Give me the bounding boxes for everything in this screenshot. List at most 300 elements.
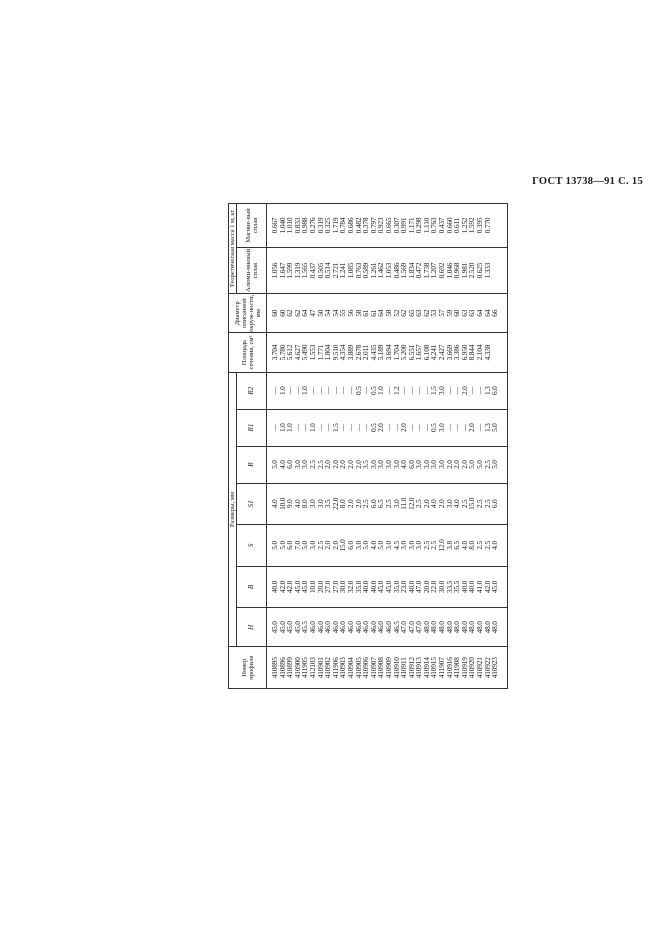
- table-cell: 1.2: [391, 386, 401, 395]
- table-cell: 45.0: [277, 621, 287, 634]
- table-cell: 1.462: [376, 262, 386, 279]
- table-cell: 3.0: [391, 499, 401, 509]
- table-cell: 410916: [444, 657, 454, 679]
- r2-cells: [267, 372, 508, 409]
- table-cell: 0.763: [429, 217, 439, 234]
- sizes-group-header: Размеры, мм: [229, 372, 237, 647]
- col-s1-header: S1: [237, 483, 267, 525]
- table-cell: 0.665: [383, 217, 393, 234]
- table-cell: 0.923: [376, 217, 386, 234]
- table-cell: 5.189: [376, 344, 386, 361]
- table-cell: 4.241: [429, 344, 439, 361]
- table-cell: 64: [482, 309, 492, 317]
- table-cell: 1.040: [277, 217, 287, 234]
- table-cell: 40.0: [368, 580, 378, 593]
- table-cell: 45.0: [376, 580, 386, 593]
- table-cell: 45.0: [383, 580, 393, 593]
- table-cell: 4.0: [490, 541, 500, 550]
- table-cell: 6.0: [285, 541, 295, 550]
- table-cell: 0.667: [270, 217, 279, 234]
- table-cell: 6.0: [490, 386, 500, 395]
- table-cell: 58: [383, 309, 393, 317]
- table-cell: 2.0: [421, 499, 431, 509]
- table-cell: 2.0: [437, 499, 447, 509]
- table-cell: 35.5: [452, 580, 462, 593]
- table-cell: 410919: [459, 657, 469, 679]
- table-cell: 1.010: [285, 217, 295, 234]
- table-cell: 410895: [270, 657, 279, 679]
- col-s-header: S: [237, 525, 267, 567]
- table-cell: —: [475, 387, 485, 395]
- table-cell: 22.0: [429, 580, 439, 593]
- table-cell: —: [391, 424, 401, 432]
- table-cell: 47: [307, 309, 317, 317]
- table-cell: 0.486: [391, 262, 401, 279]
- table-cell: —: [353, 424, 363, 432]
- table-cell: 1.599: [285, 262, 295, 279]
- table-cell: 59: [444, 309, 454, 317]
- table-cell: 0.589: [361, 262, 371, 279]
- table-cell: —: [399, 387, 409, 395]
- table-cell: —: [307, 387, 317, 395]
- table-cell: 6.0: [490, 499, 500, 509]
- table-cell: 46.0: [376, 621, 386, 634]
- table-cell: 62: [421, 309, 431, 317]
- h-cells: [267, 608, 508, 647]
- table-cell: 46.0: [315, 621, 325, 634]
- table-cell: 4.0: [452, 499, 462, 509]
- table-cell: 3.0: [300, 460, 310, 469]
- table-cell: 0.325: [323, 217, 333, 234]
- table-cell: 10.0: [307, 580, 317, 593]
- table-cell: 47.0: [399, 621, 409, 634]
- table-cell: 5.0: [490, 460, 500, 469]
- table-cell: 0.968: [452, 262, 462, 279]
- table-cell: 1.110: [421, 217, 431, 234]
- table-cell: 3.0: [315, 499, 325, 509]
- profile-table: [228, 203, 508, 689]
- table-cell: 46.0: [338, 621, 348, 634]
- table-cell: 3.8: [444, 541, 454, 550]
- table-cell: 61: [368, 309, 378, 317]
- table-cell: —: [459, 424, 469, 432]
- table-cell: 5.0: [376, 541, 386, 550]
- table-cell: 2.5: [482, 541, 492, 550]
- table-cell: 0.991: [399, 217, 409, 234]
- table-cell: 54: [330, 309, 340, 317]
- table-cell: —: [361, 387, 371, 395]
- table-cell: 40.0: [459, 580, 469, 593]
- b-cells: [267, 566, 508, 608]
- table-cell: 2.0: [459, 386, 469, 395]
- table-cell: —: [361, 424, 371, 432]
- table-cell: 2.011: [361, 344, 371, 361]
- table-cell: 0.625: [475, 262, 485, 279]
- table-cell: 3.0: [391, 460, 401, 469]
- table-cell: 1.981: [459, 262, 469, 279]
- table-cell: —: [345, 387, 355, 395]
- table-cell: 2.5: [475, 541, 485, 550]
- table-cell: 9.510: [330, 344, 340, 361]
- table-cell: 5.0: [270, 460, 279, 469]
- table-cell: 4.0: [429, 499, 439, 509]
- table-cell: 57: [437, 309, 447, 317]
- table-cell: 2.5: [361, 499, 371, 509]
- table-cell: 411907: [437, 657, 447, 679]
- table-cell: —: [292, 387, 302, 395]
- table-cell: 45.0: [292, 621, 302, 634]
- table-cell: 63: [414, 309, 424, 317]
- table-cell: 48.0: [437, 621, 447, 634]
- table-cell: 0.784: [338, 217, 348, 234]
- table-cell: 64: [376, 309, 386, 317]
- table-cell: 410900: [292, 657, 302, 679]
- table-cell: 41.0: [475, 580, 485, 593]
- col-b-header: B: [237, 566, 267, 608]
- table-cell: 0.482: [353, 217, 363, 234]
- table-cell: 1.569: [399, 262, 409, 279]
- table-cell: 2.0: [399, 423, 409, 432]
- table-cell: 42.0: [285, 580, 295, 593]
- table-cell: —: [315, 387, 325, 395]
- table-cell: 2.0: [353, 460, 363, 469]
- table-cell: 6.0: [345, 541, 355, 550]
- table-cell: 48.0: [490, 621, 500, 634]
- table-cell: 64: [300, 309, 310, 317]
- table-cell: 48.0: [452, 621, 462, 634]
- table-cell: 3.0: [437, 460, 447, 469]
- table-cell: 2.5: [429, 541, 439, 550]
- table-cell: 410905: [353, 657, 363, 679]
- table-cell: 58: [353, 309, 363, 317]
- table-cell: [491, 204, 499, 247]
- table-cell: —: [406, 387, 416, 395]
- table-cell: 40.0: [270, 580, 279, 593]
- table-cell: 410909: [383, 657, 393, 679]
- col-h-header: H: [237, 608, 267, 647]
- table-cell: 1.0: [307, 423, 317, 432]
- table-cell: 61: [361, 309, 371, 317]
- table-cell: 8.0: [467, 541, 477, 550]
- table-cell: 2.5: [475, 499, 485, 509]
- table-cell: 3.386: [452, 344, 462, 361]
- table-cell: 2.427: [437, 344, 447, 361]
- table-cell: —: [383, 424, 393, 432]
- table-cell: 20.0: [315, 580, 325, 593]
- table-cell: [491, 333, 499, 371]
- table-cell: 3.5: [361, 460, 371, 469]
- table-cell: 1.3: [482, 423, 492, 432]
- table-cell: 2.0: [338, 460, 348, 469]
- table-cell: 1.553: [307, 344, 317, 361]
- table-cell: 66: [490, 309, 500, 317]
- table-cell: 2.5: [315, 460, 325, 469]
- table-cell: 2.5: [482, 499, 492, 509]
- table-cell: —: [315, 424, 325, 432]
- table-cell: —: [270, 387, 279, 395]
- table-cell: 4.0: [270, 499, 279, 509]
- col-r-header: R: [237, 446, 267, 483]
- table-cell: 45.0: [285, 621, 295, 634]
- table-cell: 27.0: [323, 580, 333, 593]
- table-cell: 1.261: [368, 262, 378, 279]
- table-cell: 410915: [429, 657, 439, 679]
- table-cell: 5.490: [300, 344, 310, 361]
- table-cell: 3.0: [406, 541, 416, 550]
- table-cell: 5.200: [399, 344, 409, 361]
- table-cell: 1.5: [429, 386, 439, 395]
- table-cell: —: [300, 424, 310, 432]
- table-cell: 46.0: [361, 621, 371, 634]
- table-cell: 411905: [300, 657, 310, 679]
- table-cell: 27.0: [330, 580, 340, 593]
- table-cell: 1.0: [277, 386, 287, 395]
- table-cell: 48.0: [482, 621, 492, 634]
- table-cell: 1.657: [414, 344, 424, 361]
- table-cell: 40.0: [361, 580, 371, 593]
- table-cell: 410899: [285, 657, 295, 679]
- table-cell: 55: [338, 309, 348, 317]
- table-cell: 15.0: [338, 539, 348, 552]
- table-cell: 45.0: [300, 580, 310, 593]
- table-cell: 1.0: [376, 386, 386, 395]
- table-cell: 47.0: [414, 580, 424, 593]
- table-cell: 2.0: [330, 460, 340, 469]
- table-cell: 4.0: [277, 460, 287, 469]
- table-cell: 12.0: [437, 539, 447, 552]
- table-cell: 0.514: [323, 262, 333, 279]
- table-cell: 46.0: [330, 621, 340, 634]
- table-cell: 48.0: [467, 621, 477, 634]
- table-cell: 60: [270, 309, 279, 317]
- col-mg-header: Магние-вый сплав: [237, 204, 267, 248]
- table-cell: 412103: [307, 657, 317, 679]
- table-cell: 0.472: [414, 262, 424, 279]
- table-cell: 48.0: [459, 621, 469, 634]
- table-cell: 3.0: [444, 499, 454, 509]
- table-cell: 62: [292, 309, 302, 317]
- table-cell: 11.0: [399, 497, 409, 510]
- table-cell: 48.0: [475, 621, 485, 634]
- table-cell: 1.5: [330, 423, 340, 432]
- table-cell: 410921: [475, 657, 485, 679]
- table-cell: 2.5: [482, 460, 492, 469]
- table-cell: 2.0: [330, 541, 340, 550]
- table-cell: 22.0: [330, 497, 340, 510]
- col-profile-header: Номер профиля: [229, 647, 267, 689]
- table-cell: 2.0: [459, 460, 469, 469]
- table-cell: 1.171: [406, 217, 416, 234]
- table-cell: 3.0: [429, 460, 439, 469]
- table-cell: 4.0: [459, 541, 469, 550]
- table-cell: 46.5: [391, 621, 401, 634]
- table-cell: —: [444, 424, 454, 432]
- table-cell: 1.056: [270, 262, 279, 279]
- table-cell: 410912: [406, 657, 416, 679]
- table-cell: 5.0: [277, 541, 287, 550]
- r-cells: [267, 446, 508, 483]
- table-cell: 48.0: [429, 621, 439, 634]
- table-cell: 1.053: [383, 262, 393, 279]
- table-cell: 3.0: [414, 460, 424, 469]
- table-cell: 4.338: [482, 344, 492, 361]
- table-cell: 46.0: [353, 621, 363, 634]
- table-cell: —: [383, 387, 393, 395]
- table-cell: 48.0: [444, 621, 454, 634]
- table-cell: 35.0: [391, 580, 401, 593]
- table-cell: 1.252: [459, 217, 469, 234]
- table-cell: 15.0: [467, 497, 477, 510]
- table-cell: 3.0: [368, 460, 378, 469]
- table-cell: 0.276: [307, 217, 317, 234]
- table-cell: 60: [277, 309, 287, 317]
- table-cell: 6.950: [459, 344, 469, 361]
- table-cell: 2.0: [323, 460, 333, 469]
- table-cell: 3.0: [383, 541, 393, 550]
- table-cell: 47.0: [414, 621, 424, 634]
- table-cell: 410904: [345, 657, 355, 679]
- table-cell: 0.686: [345, 217, 355, 234]
- table-cell: 35.0: [353, 580, 363, 593]
- table-cell: 46.0: [307, 621, 317, 634]
- table-cell: 42.0: [277, 580, 287, 593]
- table-cell: 5.0: [270, 541, 279, 550]
- table-cell: 2.0: [452, 460, 462, 469]
- table-cell: 3.0: [292, 460, 302, 469]
- table-cell: 1.719: [330, 217, 340, 234]
- table-cell: 8.0: [338, 499, 348, 509]
- table-cell: 46.0: [323, 621, 333, 634]
- table-cell: 1.647: [277, 262, 287, 279]
- table-cell: 1.319: [292, 262, 302, 279]
- table-cell: 1.834: [406, 262, 416, 279]
- table-cell: 0.692: [437, 262, 447, 279]
- table-cell: 4.627: [292, 344, 302, 361]
- col-al-header: Алюми-ниевый сплав: [237, 247, 267, 293]
- table-cell: 62: [399, 309, 409, 317]
- table-cell: 20.0: [421, 580, 431, 593]
- table-cell: 1.0: [285, 423, 295, 432]
- al-cells: [267, 247, 508, 293]
- table-cell: 5.0: [361, 541, 371, 550]
- table-cell: 3.0: [421, 460, 431, 469]
- table-cell: 410901: [315, 657, 325, 679]
- table-cell: 45.0: [292, 580, 302, 593]
- s1-cells: [267, 483, 508, 525]
- table-cell: 0.437: [437, 217, 447, 234]
- table-cell: 0.988: [300, 217, 310, 234]
- table-cell: 6.108: [421, 344, 431, 361]
- table-cell: 1.241: [338, 262, 348, 279]
- table-cell: 53: [429, 309, 439, 317]
- table-cell: 0.319: [315, 217, 325, 234]
- table-cell: —: [475, 424, 485, 432]
- table-cell: 0.763: [353, 262, 363, 279]
- table-cell: 3.704: [270, 344, 279, 361]
- table-cell: 30.0: [437, 580, 447, 593]
- table-cell: 3.0: [376, 460, 386, 469]
- table-cell: 54: [323, 309, 333, 317]
- table-cell: 0.5: [353, 386, 363, 395]
- table-cell: 0.395: [475, 217, 485, 234]
- table-cell: 2.0: [467, 423, 477, 432]
- s-cells: [267, 525, 508, 567]
- table-cell: 1.3: [482, 386, 492, 395]
- table-cell: 8.0: [300, 499, 310, 509]
- table-cell: 42.0: [482, 580, 492, 593]
- table-cell: 3.669: [444, 344, 454, 361]
- table-cell: 0.5: [429, 423, 439, 432]
- table-cell: 2.520: [467, 262, 477, 279]
- table-cell: 23.0: [399, 580, 409, 593]
- table-cell: 2.721: [330, 262, 340, 279]
- table-cell: 40.0: [406, 580, 416, 593]
- table-cell: 1.046: [444, 262, 454, 279]
- table-cell: 2.0: [376, 423, 386, 432]
- table-cell: [491, 248, 499, 293]
- table-cell: 0.505: [315, 262, 325, 279]
- table-cell: 2.5: [421, 541, 431, 550]
- col-r1-header: R1: [237, 409, 267, 446]
- table-cell: —: [414, 424, 424, 432]
- table-cell: 0.797: [368, 217, 378, 234]
- profile-table-container: [228, 203, 508, 689]
- table-cell: 0.770: [482, 217, 492, 234]
- table-cell: 3.0: [437, 386, 447, 395]
- table-cell: 3.0: [399, 541, 409, 550]
- table-cell: 4.0: [399, 460, 409, 469]
- table-cell: 410908: [376, 657, 386, 679]
- table-cell: —: [444, 387, 454, 395]
- table-cell: 2.5: [315, 541, 325, 550]
- page-header: ГОСТ 13738—91 С. 15: [532, 176, 643, 187]
- table-cell: 63: [467, 309, 477, 317]
- table-cell: 12.0: [406, 497, 416, 510]
- table-cell: 410922: [482, 657, 492, 679]
- table-cell: 1.592: [467, 217, 477, 234]
- table-cell: 0.378: [361, 217, 371, 234]
- table-cell: 1.565: [300, 262, 310, 279]
- table-cell: 5.0: [467, 460, 477, 469]
- table-cell: —: [292, 424, 302, 432]
- table-cell: —: [467, 387, 477, 395]
- table-cell: 50: [315, 309, 325, 317]
- table-cell: 1.333: [482, 262, 492, 279]
- table-cell: 411906: [330, 657, 340, 679]
- table-cell: 410910: [391, 657, 401, 679]
- table-cell: 1.738: [421, 262, 431, 279]
- table-cell: 2.0: [444, 460, 454, 469]
- table-cell: 5.612: [285, 344, 295, 361]
- table-cell: —: [330, 387, 340, 395]
- table-cell: 46.0: [345, 621, 355, 634]
- table-cell: 411908: [452, 657, 462, 679]
- table-cell: 410896: [277, 657, 287, 679]
- table-cell: —: [452, 387, 462, 395]
- table-cell: 410906: [361, 657, 371, 679]
- table-cell: 0.5: [368, 423, 378, 432]
- table-cell: 6.5: [376, 499, 386, 509]
- table-cell: 4.354: [338, 344, 348, 361]
- table-cell: 3.0: [437, 423, 447, 432]
- table-cell: 1.771: [315, 344, 325, 361]
- table-cell: 2.5: [459, 499, 469, 509]
- table-cell: 4.0: [292, 499, 302, 509]
- table-cell: 46.0: [383, 621, 393, 634]
- table-cell: —: [414, 387, 424, 395]
- diameter-cells: [267, 294, 508, 333]
- table-cell: 3.0: [307, 499, 317, 509]
